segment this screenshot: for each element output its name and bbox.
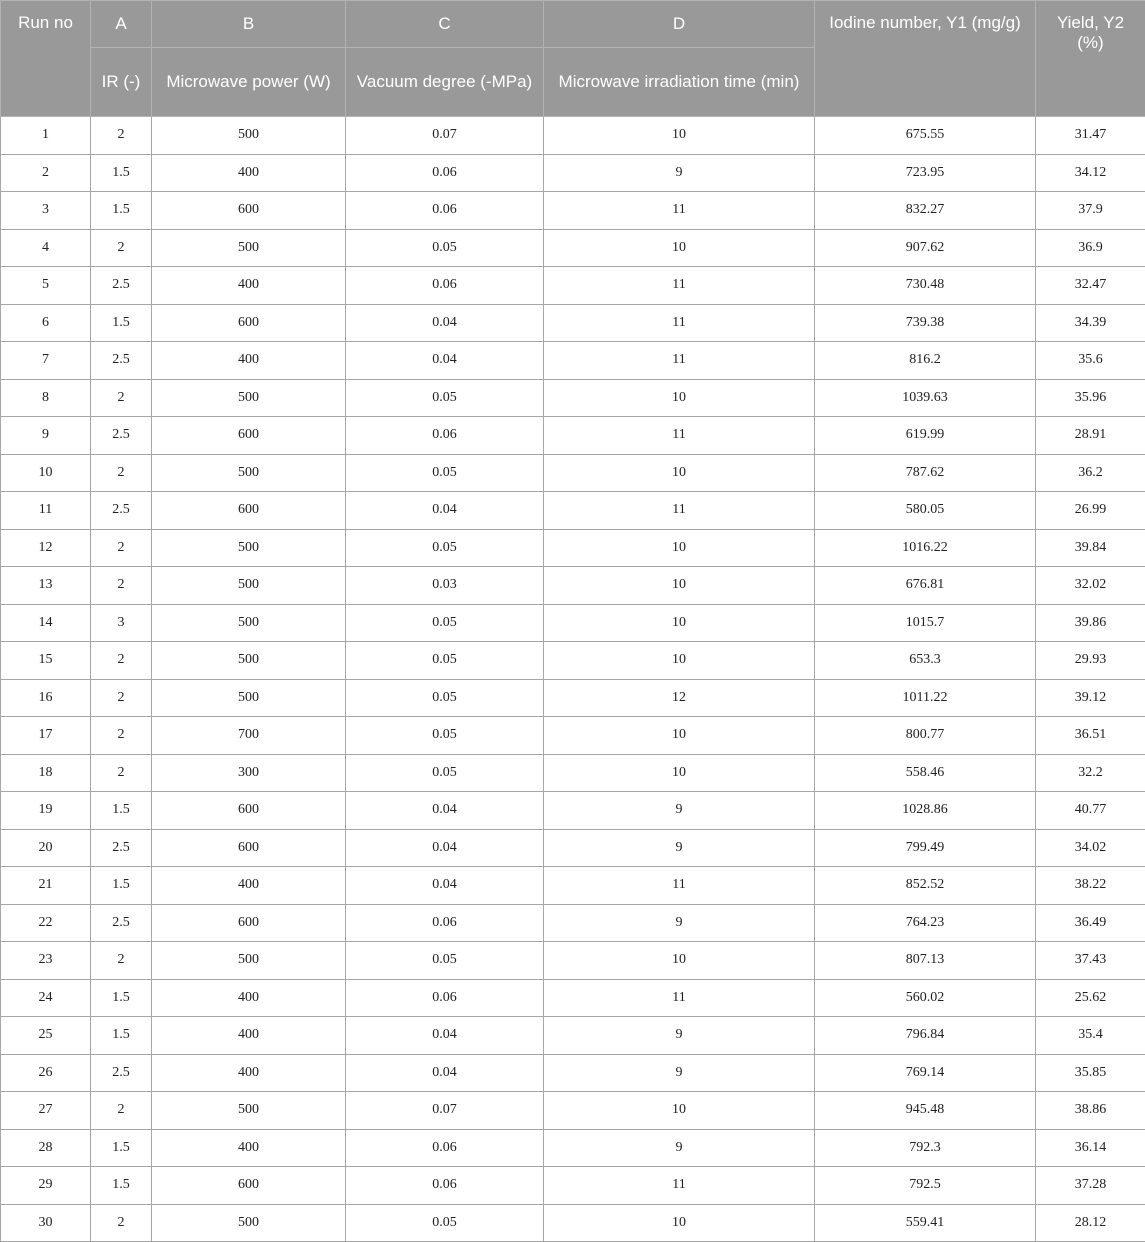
cell-yield: 35.6: [1036, 342, 1145, 380]
cell-iodine-number: 1011.22: [815, 679, 1036, 717]
cell-yield: 34.12: [1036, 154, 1145, 192]
cell-yield: 36.49: [1036, 904, 1145, 942]
header-d-label: Microwave irradiation time (min): [544, 48, 815, 117]
cell-vacuum-degree: 0.05: [346, 454, 544, 492]
cell-iodine-number: 800.77: [815, 717, 1036, 755]
cell-run-no: 18: [1, 754, 91, 792]
cell-vacuum-degree: 0.04: [346, 304, 544, 342]
cell-run-no: 19: [1, 792, 91, 830]
header-run-no: Run no: [1, 1, 91, 117]
header-b-code: B: [152, 1, 346, 48]
cell-run-no: 9: [1, 417, 91, 455]
cell-ir: 1.5: [91, 979, 152, 1017]
cell-microwave-power: 500: [152, 1204, 346, 1242]
cell-vacuum-degree: 0.05: [346, 1204, 544, 1242]
cell-vacuum-degree: 0.05: [346, 717, 544, 755]
cell-run-no: 13: [1, 567, 91, 605]
cell-microwave-power: 400: [152, 154, 346, 192]
cell-microwave-power: 600: [152, 1167, 346, 1205]
cell-microwave-power: 500: [152, 942, 346, 980]
cell-ir: 2: [91, 229, 152, 267]
cell-ir: 2.5: [91, 829, 152, 867]
cell-run-no: 14: [1, 604, 91, 642]
cell-iodine-number: 796.84: [815, 1017, 1036, 1055]
table-row: [1, 304, 1145, 342]
cell-vacuum-degree: 0.05: [346, 229, 544, 267]
cell-iodine-number: 792.5: [815, 1167, 1036, 1205]
cell-iodine-number: 1016.22: [815, 529, 1036, 567]
header-yield: Yield, Y2 (%): [1036, 1, 1145, 117]
cell-run-no: 27: [1, 1092, 91, 1130]
cell-vacuum-degree: 0.04: [346, 792, 544, 830]
cell-microwave-power: 600: [152, 829, 346, 867]
cell-irradiation-time: 9: [544, 1129, 815, 1167]
table-row: [1, 342, 1145, 380]
cell-yield: 39.86: [1036, 604, 1145, 642]
cell-irradiation-time: 10: [544, 529, 815, 567]
cell-ir: 2: [91, 379, 152, 417]
table-row: [1, 942, 1145, 980]
cell-run-no: 16: [1, 679, 91, 717]
cell-run-no: 8: [1, 379, 91, 417]
cell-iodine-number: 560.02: [815, 979, 1036, 1017]
cell-run-no: 17: [1, 717, 91, 755]
cell-yield: 26.99: [1036, 492, 1145, 530]
cell-irradiation-time: 10: [544, 754, 815, 792]
cell-microwave-power: 300: [152, 754, 346, 792]
table-row: [1, 117, 1145, 155]
cell-vacuum-degree: 0.06: [346, 904, 544, 942]
table-row: [1, 267, 1145, 305]
cell-ir: 2: [91, 717, 152, 755]
table-row: [1, 192, 1145, 230]
cell-iodine-number: 580.05: [815, 492, 1036, 530]
cell-irradiation-time: 9: [544, 904, 815, 942]
cell-iodine-number: 816.2: [815, 342, 1036, 380]
cell-vacuum-degree: 0.03: [346, 567, 544, 605]
cell-ir: 1.5: [91, 304, 152, 342]
cell-ir: 1.5: [91, 1167, 152, 1205]
cell-ir: 1.5: [91, 154, 152, 192]
cell-vacuum-degree: 0.06: [346, 417, 544, 455]
cell-irradiation-time: 11: [544, 342, 815, 380]
cell-yield: 39.84: [1036, 529, 1145, 567]
cell-vacuum-degree: 0.06: [346, 154, 544, 192]
cell-irradiation-time: 11: [544, 492, 815, 530]
table-row: [1, 454, 1145, 492]
cell-iodine-number: 764.23: [815, 904, 1036, 942]
cell-ir: 2: [91, 529, 152, 567]
cell-yield: 39.12: [1036, 679, 1145, 717]
cell-run-no: 7: [1, 342, 91, 380]
table-row: [1, 792, 1145, 830]
table-row: [1, 492, 1145, 530]
table-row: [1, 379, 1145, 417]
cell-microwave-power: 400: [152, 1054, 346, 1092]
cell-irradiation-time: 11: [544, 867, 815, 905]
cell-iodine-number: 730.48: [815, 267, 1036, 305]
cell-ir: 2: [91, 942, 152, 980]
cell-ir: 2.5: [91, 267, 152, 305]
header-a-label: IR (-): [91, 48, 152, 117]
cell-vacuum-degree: 0.07: [346, 1092, 544, 1130]
cell-iodine-number: 558.46: [815, 754, 1036, 792]
cell-iodine-number: 739.38: [815, 304, 1036, 342]
cell-run-no: 25: [1, 1017, 91, 1055]
cell-vacuum-degree: 0.06: [346, 267, 544, 305]
cell-irradiation-time: 9: [544, 829, 815, 867]
cell-microwave-power: 500: [152, 529, 346, 567]
header-row-codes: [1, 1, 1145, 48]
cell-microwave-power: 400: [152, 267, 346, 305]
cell-run-no: 22: [1, 904, 91, 942]
cell-run-no: 12: [1, 529, 91, 567]
cell-vacuum-degree: 0.06: [346, 1129, 544, 1167]
cell-yield: 28.12: [1036, 1204, 1145, 1242]
cell-iodine-number: 675.55: [815, 117, 1036, 155]
cell-microwave-power: 400: [152, 342, 346, 380]
cell-yield: 32.2: [1036, 754, 1145, 792]
cell-yield: 29.93: [1036, 642, 1145, 680]
cell-vacuum-degree: 0.04: [346, 1054, 544, 1092]
cell-microwave-power: 600: [152, 792, 346, 830]
cell-run-no: 21: [1, 867, 91, 905]
cell-ir: 2.5: [91, 492, 152, 530]
cell-irradiation-time: 10: [544, 942, 815, 980]
cell-irradiation-time: 10: [544, 642, 815, 680]
cell-iodine-number: 1015.7: [815, 604, 1036, 642]
cell-microwave-power: 400: [152, 1017, 346, 1055]
cell-yield: 35.85: [1036, 1054, 1145, 1092]
cell-irradiation-time: 12: [544, 679, 815, 717]
cell-microwave-power: 600: [152, 192, 346, 230]
cell-vacuum-degree: 0.05: [346, 642, 544, 680]
cell-run-no: 15: [1, 642, 91, 680]
table-row: [1, 567, 1145, 605]
cell-ir: 1.5: [91, 867, 152, 905]
cell-microwave-power: 400: [152, 1129, 346, 1167]
cell-irradiation-time: 10: [544, 117, 815, 155]
cell-yield: 37.43: [1036, 942, 1145, 980]
cell-ir: 2: [91, 567, 152, 605]
table-row: [1, 979, 1145, 1017]
cell-irradiation-time: 10: [544, 567, 815, 605]
cell-iodine-number: 792.3: [815, 1129, 1036, 1167]
cell-irradiation-time: 10: [544, 229, 815, 267]
cell-run-no: 3: [1, 192, 91, 230]
cell-run-no: 28: [1, 1129, 91, 1167]
cell-microwave-power: 500: [152, 604, 346, 642]
cell-ir: 2.5: [91, 342, 152, 380]
header-a-code: A: [91, 1, 152, 48]
table-row: [1, 1167, 1145, 1205]
cell-microwave-power: 500: [152, 1092, 346, 1130]
table-row: [1, 417, 1145, 455]
cell-irradiation-time: 10: [544, 604, 815, 642]
table-row: [1, 1129, 1145, 1167]
cell-ir: 1.5: [91, 1017, 152, 1055]
cell-yield: 35.4: [1036, 1017, 1145, 1055]
cell-irradiation-time: 9: [544, 154, 815, 192]
cell-microwave-power: 600: [152, 904, 346, 942]
cell-run-no: 4: [1, 229, 91, 267]
cell-iodine-number: 799.49: [815, 829, 1036, 867]
cell-ir: 2.5: [91, 417, 152, 455]
cell-irradiation-time: 10: [544, 1092, 815, 1130]
cell-run-no: 29: [1, 1167, 91, 1205]
cell-ir: 2: [91, 754, 152, 792]
cell-vacuum-degree: 0.05: [346, 679, 544, 717]
cell-ir: 1.5: [91, 792, 152, 830]
cell-run-no: 11: [1, 492, 91, 530]
table-body: [1, 117, 1145, 1242]
cell-iodine-number: 559.41: [815, 1204, 1036, 1242]
cell-iodine-number: 787.62: [815, 454, 1036, 492]
cell-vacuum-degree: 0.06: [346, 192, 544, 230]
cell-irradiation-time: 11: [544, 304, 815, 342]
table-row: [1, 1017, 1145, 1055]
cell-yield: 36.2: [1036, 454, 1145, 492]
cell-iodine-number: 852.52: [815, 867, 1036, 905]
cell-ir: 2: [91, 454, 152, 492]
cell-irradiation-time: 9: [544, 1054, 815, 1092]
table-row: [1, 679, 1145, 717]
cell-yield: 38.22: [1036, 867, 1145, 905]
cell-irradiation-time: 11: [544, 192, 815, 230]
cell-microwave-power: 500: [152, 567, 346, 605]
cell-iodine-number: 807.13: [815, 942, 1036, 980]
cell-yield: 28.91: [1036, 417, 1145, 455]
cell-ir: 1.5: [91, 1129, 152, 1167]
cell-irradiation-time: 10: [544, 454, 815, 492]
cell-run-no: 30: [1, 1204, 91, 1242]
cell-iodine-number: 653.3: [815, 642, 1036, 680]
header-b-label: Microwave power (W): [152, 48, 346, 117]
table-row: [1, 717, 1145, 755]
table-row: [1, 904, 1145, 942]
cell-vacuum-degree: 0.04: [346, 342, 544, 380]
cell-microwave-power: 500: [152, 117, 346, 155]
cell-microwave-power: 400: [152, 979, 346, 1017]
cell-yield: 38.86: [1036, 1092, 1145, 1130]
cell-yield: 31.47: [1036, 117, 1145, 155]
cell-microwave-power: 700: [152, 717, 346, 755]
cell-run-no: 26: [1, 1054, 91, 1092]
table-row: [1, 1092, 1145, 1130]
cell-iodine-number: 619.99: [815, 417, 1036, 455]
cell-ir: 2: [91, 1204, 152, 1242]
cell-vacuum-degree: 0.04: [346, 829, 544, 867]
cell-ir: 2.5: [91, 1054, 152, 1092]
cell-irradiation-time: 11: [544, 979, 815, 1017]
cell-yield: 37.9: [1036, 192, 1145, 230]
cell-irradiation-time: 9: [544, 792, 815, 830]
cell-yield: 36.14: [1036, 1129, 1145, 1167]
cell-microwave-power: 600: [152, 492, 346, 530]
cell-irradiation-time: 11: [544, 417, 815, 455]
table-header: [1, 1, 1145, 117]
cell-ir: 2: [91, 679, 152, 717]
cell-microwave-power: 500: [152, 454, 346, 492]
cell-vacuum-degree: 0.05: [346, 942, 544, 980]
cell-microwave-power: 500: [152, 679, 346, 717]
cell-vacuum-degree: 0.05: [346, 754, 544, 792]
cell-iodine-number: 945.48: [815, 1092, 1036, 1130]
cell-irradiation-time: 11: [544, 1167, 815, 1205]
cell-vacuum-degree: 0.06: [346, 979, 544, 1017]
cell-microwave-power: 500: [152, 229, 346, 267]
table-row: [1, 1054, 1145, 1092]
cell-ir: 2.5: [91, 904, 152, 942]
cell-run-no: 24: [1, 979, 91, 1017]
cell-yield: 36.9: [1036, 229, 1145, 267]
cell-iodine-number: 769.14: [815, 1054, 1036, 1092]
cell-vacuum-degree: 0.06: [346, 1167, 544, 1205]
cell-run-no: 23: [1, 942, 91, 980]
cell-yield: 36.51: [1036, 717, 1145, 755]
header-d-code: D: [544, 1, 815, 48]
table-row: [1, 829, 1145, 867]
cell-iodine-number: 907.62: [815, 229, 1036, 267]
table-row: [1, 604, 1145, 642]
cell-ir: 2: [91, 642, 152, 680]
cell-iodine-number: 1028.86: [815, 792, 1036, 830]
header-iodine-number: Iodine number, Y1 (mg/g): [815, 1, 1036, 117]
header-c-code: C: [346, 1, 544, 48]
cell-yield: 35.96: [1036, 379, 1145, 417]
cell-run-no: 20: [1, 829, 91, 867]
cell-irradiation-time: 10: [544, 1204, 815, 1242]
cell-vacuum-degree: 0.04: [346, 1017, 544, 1055]
cell-irradiation-time: 10: [544, 379, 815, 417]
cell-run-no: 2: [1, 154, 91, 192]
cell-microwave-power: 600: [152, 304, 346, 342]
cell-yield: 40.77: [1036, 792, 1145, 830]
table-row: [1, 754, 1145, 792]
cell-vacuum-degree: 0.05: [346, 604, 544, 642]
table-row: [1, 154, 1145, 192]
cell-vacuum-degree: 0.04: [346, 867, 544, 905]
cell-run-no: 6: [1, 304, 91, 342]
cell-yield: 34.39: [1036, 304, 1145, 342]
cell-yield: 37.28: [1036, 1167, 1145, 1205]
cell-vacuum-degree: 0.07: [346, 117, 544, 155]
table-row: [1, 529, 1145, 567]
cell-yield: 32.47: [1036, 267, 1145, 305]
cell-ir: 2: [91, 1092, 152, 1130]
cell-run-no: 10: [1, 454, 91, 492]
cell-irradiation-time: 11: [544, 267, 815, 305]
cell-vacuum-degree: 0.05: [346, 529, 544, 567]
cell-iodine-number: 832.27: [815, 192, 1036, 230]
cell-microwave-power: 500: [152, 379, 346, 417]
header-c-label: Vacuum degree (-MPa): [346, 48, 544, 117]
cell-run-no: 5: [1, 267, 91, 305]
table-row: [1, 642, 1145, 680]
cell-irradiation-time: 10: [544, 717, 815, 755]
cell-yield: 34.02: [1036, 829, 1145, 867]
cell-yield: 32.02: [1036, 567, 1145, 605]
cell-yield: 25.62: [1036, 979, 1145, 1017]
table-row: [1, 229, 1145, 267]
cell-microwave-power: 600: [152, 417, 346, 455]
cell-ir: 1.5: [91, 192, 152, 230]
table-row: [1, 867, 1145, 905]
table-row: [1, 1204, 1145, 1242]
cell-vacuum-degree: 0.05: [346, 379, 544, 417]
cell-iodine-number: 723.95: [815, 154, 1036, 192]
cell-microwave-power: 400: [152, 867, 346, 905]
cell-irradiation-time: 9: [544, 1017, 815, 1055]
cell-vacuum-degree: 0.04: [346, 492, 544, 530]
cell-iodine-number: 1039.63: [815, 379, 1036, 417]
cell-ir: 2: [91, 117, 152, 155]
cell-ir: 3: [91, 604, 152, 642]
cell-microwave-power: 500: [152, 642, 346, 680]
cell-iodine-number: 676.81: [815, 567, 1036, 605]
cell-run-no: 1: [1, 117, 91, 155]
